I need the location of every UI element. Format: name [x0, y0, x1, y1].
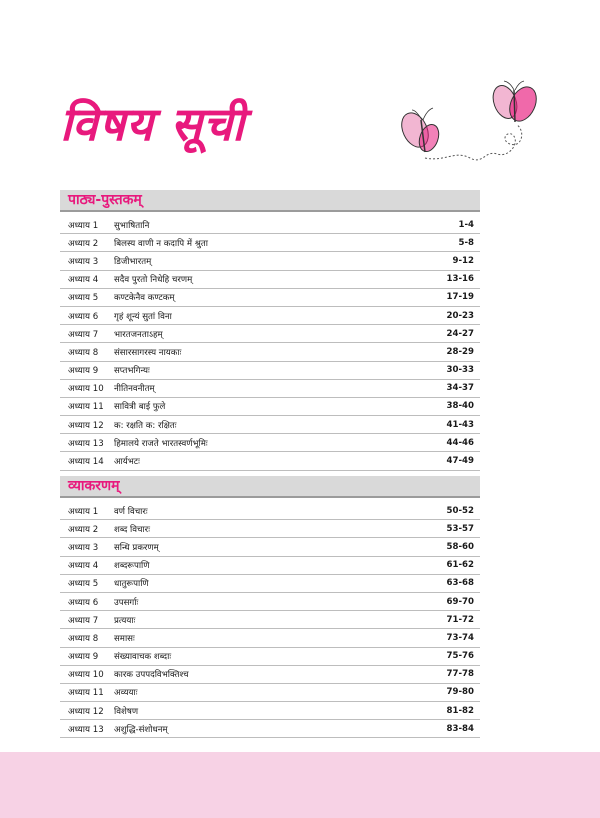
chapter-label: अध्याय 4 [68, 275, 99, 286]
chapter-title: अव्ययाः [114, 688, 138, 699]
chapter-label: अध्याय 9 [68, 652, 99, 663]
toc-row[interactable] [60, 234, 480, 252]
chapter-label: अध्याय 3 [68, 542, 99, 553]
chapter-label: अध्याय 14 [68, 457, 104, 468]
chapter-title: डिजीभारतम् [114, 256, 152, 267]
page-range: 9-12 [452, 255, 474, 266]
chapter-title: उपसर्गाः [114, 597, 139, 608]
chapter-title: प्रत्ययाः [114, 615, 136, 626]
chapter-label: अध्याय 9 [68, 366, 99, 377]
toc-row[interactable] [60, 593, 480, 611]
page-range: 13-16 [446, 274, 474, 285]
chapter-title: सदैव पुरतो निधेहि चरणम् [114, 275, 193, 286]
page-range: 5-8 [458, 237, 474, 248]
chapter-label: अध्याय 8 [68, 633, 99, 644]
chapter-label: अध्याय 11 [68, 688, 104, 699]
chapter-title: विशेषण [114, 706, 139, 717]
toc-row[interactable] [60, 343, 480, 361]
chapter-label: अध्याय 3 [68, 256, 99, 267]
chapter-label: अध्याय 1 [68, 220, 99, 231]
page-range: 41-43 [446, 419, 474, 430]
page-range: 20-23 [446, 310, 474, 321]
chapter-label: अध्याय 12 [68, 420, 104, 431]
page-range: 58-60 [446, 541, 474, 552]
toc-row[interactable] [60, 416, 480, 434]
chapter-title: आर्यभटः [114, 457, 140, 468]
chapter-title: शब्दरूपाणि [114, 561, 150, 572]
chapter-label: अध्याय 6 [68, 311, 99, 322]
page-range: 28-29 [446, 346, 474, 357]
chapter-label: अध्याय 7 [68, 615, 99, 626]
chapter-label: अध्याय 13 [68, 724, 104, 735]
toc-row[interactable] [60, 307, 480, 325]
toc-row[interactable] [60, 289, 480, 307]
chapter-label: अध्याय 10 [68, 384, 104, 395]
page-range: 1-4 [458, 219, 474, 230]
chapter-title: संख्यावाचक शब्दाः [114, 652, 172, 663]
toc-row[interactable] [60, 452, 480, 470]
chapter-title: सप्तभगिन्यः [114, 366, 150, 377]
chapter-label: अध्याय 2 [68, 238, 99, 249]
toc-row[interactable] [60, 684, 480, 702]
chapter-title: कारक उपपदविभक्तिश्च [114, 670, 189, 681]
toc-row[interactable] [60, 252, 480, 270]
toc-row[interactable] [60, 216, 480, 234]
page-range: 83-84 [446, 723, 474, 734]
chapter-title: सावित्री बाई फुले [114, 402, 166, 413]
toc-row[interactable] [60, 380, 480, 398]
toc-row[interactable] [60, 271, 480, 289]
toc-row[interactable] [60, 720, 480, 738]
chapter-title: शब्द विचारः [114, 524, 150, 535]
page-range: 73-74 [446, 632, 474, 643]
page-range: 53-57 [446, 523, 474, 534]
toc-row[interactable] [60, 648, 480, 666]
page-range: 79-80 [446, 687, 474, 698]
toc-row[interactable] [60, 611, 480, 629]
toc-row[interactable] [60, 575, 480, 593]
chapter-label: अध्याय 6 [68, 597, 99, 608]
section-grammar [60, 476, 480, 738]
toc-row[interactable] [60, 702, 480, 720]
chapter-title: भारतजनताऽहम् [114, 329, 163, 340]
page-range: 47-49 [446, 456, 474, 467]
toc-list [60, 216, 480, 471]
chapter-title: सुभाषितानि [114, 220, 150, 231]
footer-band [0, 752, 600, 818]
chapter-label: अध्याय 8 [68, 347, 99, 358]
page-title: विषय सूची [60, 97, 245, 151]
page-range: 24-27 [446, 328, 474, 339]
page-range: 38-40 [446, 401, 474, 412]
chapter-label: अध्याय 11 [68, 402, 104, 413]
page-range: 71-72 [446, 614, 474, 625]
page-range: 81-82 [446, 705, 474, 716]
chapter-title: नीतिनवनीतम् [114, 384, 155, 395]
toc-row[interactable] [60, 502, 480, 520]
butterfly-large-icon [489, 81, 542, 125]
toc-list [60, 502, 480, 738]
chapter-label: अध्याय 4 [68, 561, 99, 572]
toc-row[interactable] [60, 362, 480, 380]
page-range: 61-62 [446, 560, 474, 571]
toc-row[interactable] [60, 666, 480, 684]
chapter-title: कण्टकेनैव कण्टकम् [114, 293, 175, 304]
section-heading: पाठ्य-पुस्तकम् [60, 190, 480, 212]
toc-row[interactable] [60, 398, 480, 416]
chapter-title: संसारसागरस्य नायकाः [114, 347, 182, 358]
chapter-label: अध्याय 13 [68, 438, 104, 449]
chapter-title: सन्धि प्रकरणम् [114, 542, 159, 553]
chapter-title: बिलस्य वाणी न कदापि में श्रुता [114, 238, 209, 249]
page-range: 17-19 [446, 292, 474, 303]
chapter-label: अध्याय 5 [68, 579, 99, 590]
chapter-label: अध्याय 12 [68, 706, 104, 717]
page-range: 50-52 [446, 505, 474, 516]
toc-row[interactable] [60, 629, 480, 647]
chapter-title: क: रक्षति क: रक्षितः [114, 420, 177, 431]
butterfly-illustration [385, 80, 555, 170]
chapter-title: गृहं शून्यं सुतां विना [114, 311, 172, 322]
chapter-label: अध्याय 1 [68, 506, 99, 517]
chapter-title: वर्ण विचारः [114, 506, 148, 517]
section-heading: व्याकरणम् [60, 476, 480, 498]
chapter-title: धातुरूपाणि [114, 579, 149, 590]
chapter-label: अध्याय 10 [68, 670, 104, 681]
page-range: 69-70 [446, 596, 474, 607]
page-range: 63-68 [446, 578, 474, 589]
chapter-title: समासः [114, 633, 135, 644]
toc-row[interactable] [60, 434, 480, 452]
page-range: 77-78 [446, 669, 474, 680]
toc-row[interactable] [60, 325, 480, 343]
butterfly-small-icon [397, 108, 443, 154]
page-range: 44-46 [446, 437, 474, 448]
section-textbook [60, 190, 480, 471]
toc-row[interactable] [60, 538, 480, 556]
page-range: 34-37 [446, 383, 474, 394]
chapter-label: अध्याय 5 [68, 293, 99, 304]
page-range: 75-76 [446, 651, 474, 662]
toc-row[interactable] [60, 557, 480, 575]
chapter-title: हिमालये राजते भारतस्वर्णभूमिः [114, 438, 208, 449]
chapter-label: अध्याय 7 [68, 329, 99, 340]
chapter-title: अशुद्धि-संशोधनम् [114, 724, 168, 735]
page-range: 30-33 [446, 365, 474, 376]
chapter-label: अध्याय 2 [68, 524, 99, 535]
toc-row[interactable] [60, 520, 480, 538]
